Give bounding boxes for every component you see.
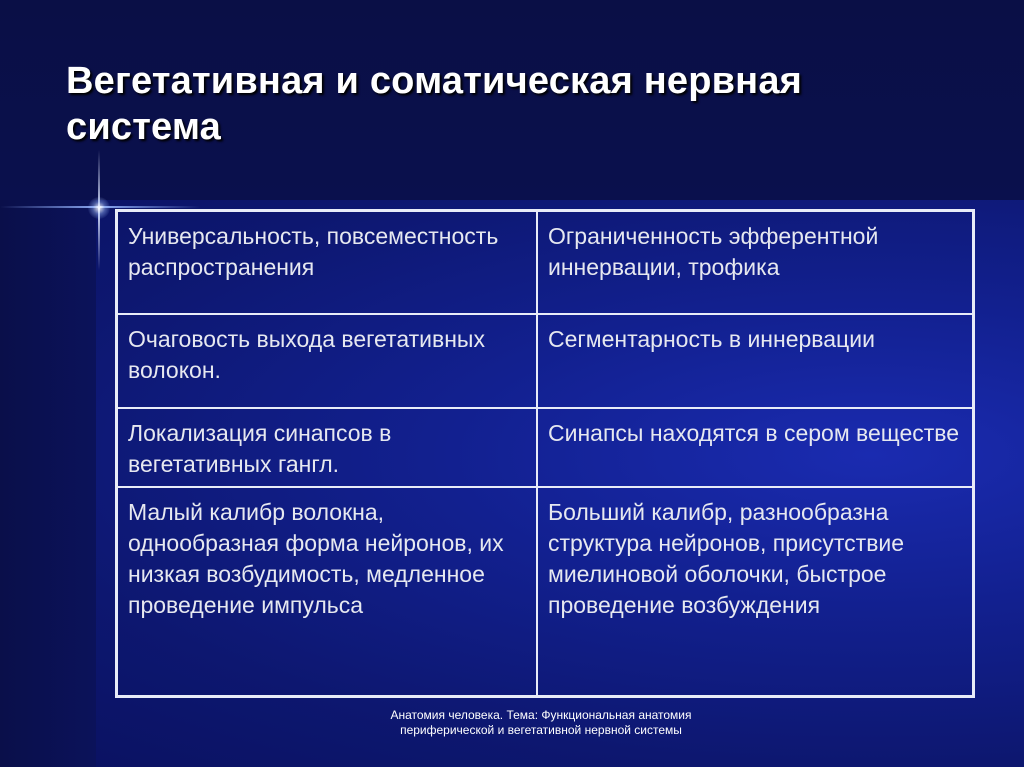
table-cell-left: Универсальность, повсеместность распространения — [117, 211, 538, 314]
slide-title: Вегетативная и соматическая нервная система — [66, 60, 803, 148]
table-row — [117, 314, 974, 408]
table-cell-left: Очаговость выхода вегетативных волокон. — [117, 314, 538, 408]
table-row — [117, 211, 974, 314]
sparkle-glow-icon — [88, 197, 110, 219]
table-cell-right: Сегментарность в иннервации — [537, 314, 974, 408]
table-cell-right: Больший калибр, разнообразна структура нейронов, присутствие миелиновой оболочки, быстрое проведение возбуждения — [537, 487, 974, 697]
background-left-strip — [0, 200, 96, 767]
table-cell-right: Ограниченность эфферентной иннервации, трофика — [537, 211, 974, 314]
table-row — [117, 408, 974, 487]
table-cell-left: Малый калибр волокна, однообразная форма нейронов, их низкая возбудимость, медленное проведение импульса — [117, 487, 538, 697]
comparison-table-wrapper — [115, 209, 975, 688]
table-row — [117, 487, 974, 697]
comparison-table — [115, 209, 975, 698]
table-cell-left: Локализация синапсов в вегетативных гангл. — [117, 408, 538, 487]
table-cell-right: Синапсы находятся в сером веществе — [537, 408, 974, 487]
slide-footer: Анатомия человека. Тема: Функциональная анатомия периферической и вегетативной нервной системы — [390, 708, 692, 737]
